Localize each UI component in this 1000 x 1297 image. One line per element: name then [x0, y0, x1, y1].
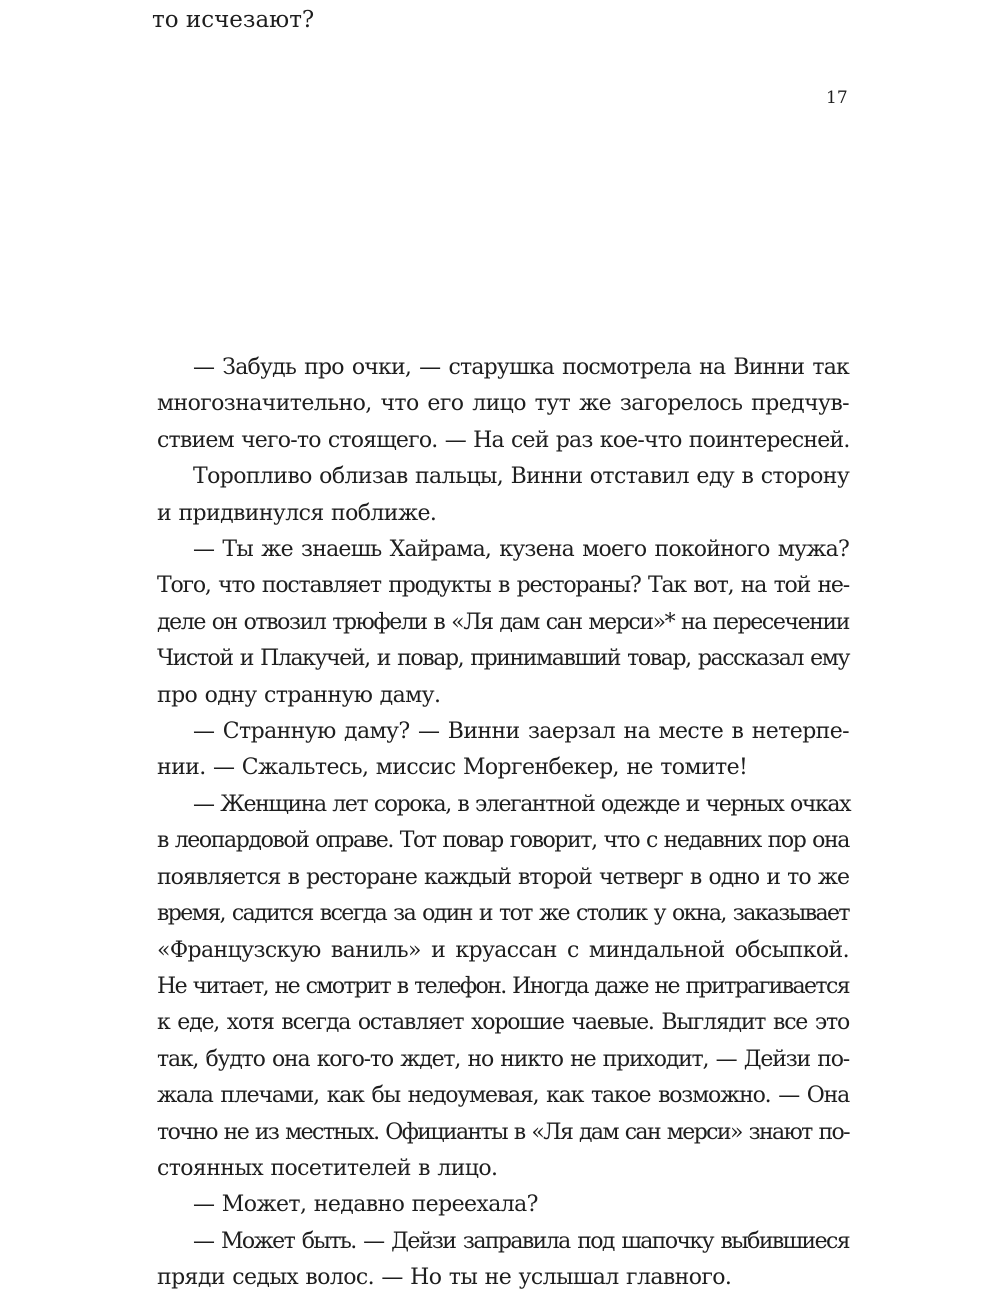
text-line: и придвинулся поближе. [157, 500, 437, 526]
body-text [157, 350, 849, 1297]
text-line: — Странную даму? — Винни заерзал на месте в нетерпе- [193, 719, 849, 745]
text-line: деле он отвозил трюфели в «Ля дам сан мерси»* на пересечении [157, 609, 849, 635]
text-line: в леопардовой оправе. Тот повар говорит, что с недавних пор она [157, 828, 849, 854]
text-line: — Забудь про очки, — старушка посмотрела на Винни так [193, 355, 849, 380]
text-line: Не читает, не смотрит в телефон. Иногда даже не притрагивается [157, 973, 849, 999]
text-line: так, будто она кого-то ждет, но никто не приходит, — Дейзи по- [157, 1046, 849, 1072]
paragraph-5 [157, 787, 849, 1187]
text-line: Торопливо облизав пальцы, Винни отставил еду в сторону [193, 464, 850, 490]
text-line: Чистой и Плакучей, и повар, принимавший товар, рассказал ему [157, 646, 849, 672]
text-line: нии. — Сжальтесь, миссис Моргенбекер, не томите! [157, 755, 748, 781]
text-line: ствием чего-то стоящего. — На сей раз кое-что поинтересней. [157, 427, 850, 453]
text-line: многозначительно, что его лицо тут же загорелось предчув- [157, 391, 849, 417]
paragraph-1 [157, 350, 849, 459]
paragraph-4 [157, 714, 849, 787]
text-line: пряди седых волос. — Но ты не услышал главного. [157, 1265, 732, 1291]
text-line: Того, что поставляет продукты в рестораны? Так вот, на той не- [157, 573, 849, 599]
paragraph-6 [157, 1187, 849, 1223]
text-line: — Может, недавно переехала? [193, 1192, 538, 1218]
text-line: «Французскую ваниль» и круассан с миндальной обсыпкой. [157, 937, 849, 963]
paragraph-2 [157, 459, 849, 532]
text-line: к еде, хотя всегда оставляет хорошие чаевые. Выглядит все это [157, 1010, 849, 1036]
page-number: 17 [826, 88, 848, 108]
text-line: — Ты же знаешь Хайрама, кузена моего покойного мужа? [193, 537, 849, 563]
previous-page-last-line: то исчезают? [152, 7, 315, 33]
text-line: время, садится всегда за один и тот же столик у окна, заказывает [157, 901, 849, 927]
text-line: жала плечами, как бы недоумевая, как такое возможно. — Она [157, 1083, 849, 1109]
text-line: точно не из местных. Официанты в «Ля дам сан мерси» знают по- [157, 1119, 849, 1145]
text-line: про одну странную даму. [157, 682, 441, 708]
text-line: стоянных посетителей в лицо. [157, 1155, 498, 1181]
text-line: появляется в ресторане каждый второй четверг в одно и то же [157, 864, 849, 890]
text-line: — Может быть. — Дейзи заправила под шапочку выбившиеся [193, 1228, 849, 1254]
text-line: — Женщина лет сорока, в элегантной одежде и черных очках [193, 791, 851, 817]
paragraph-3 [157, 532, 849, 714]
paragraph-7 [157, 1224, 849, 1297]
